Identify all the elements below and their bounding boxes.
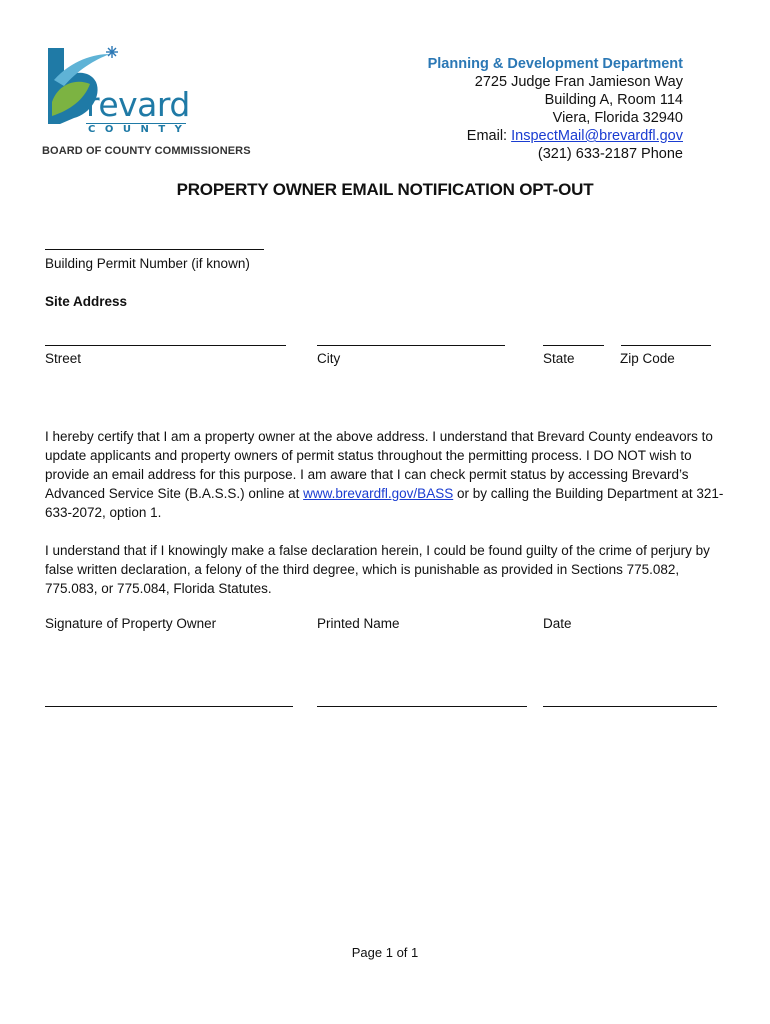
address-line-1: 2725 Judge Fran Jamieson Way — [474, 74, 683, 90]
certification-text: I hereby certify that I am a property owner at the above address. I understand that Brevard County endeavors to update applicants and property owners of permit status throughout the permitting process. I DO NOT wish to provide an email address for this purpose. I am aware that I can check permit status by accessing Brevard’s Advanced Service Site (B.A.S.S.) online at — [45, 429, 713, 501]
certification-paragraph — [45, 427, 730, 522]
page-number: Page 1 of 1 — [351, 945, 419, 960]
star-icon — [106, 46, 118, 58]
date-field[interactable] — [543, 706, 717, 707]
permit-number-field[interactable] — [45, 249, 264, 250]
site-address-heading: Site Address — [45, 294, 128, 309]
page-title: PROPERTY OWNER EMAIL NOTIFICATION OPT-OUT — [176, 180, 594, 199]
logo-county: COUNTY — [88, 124, 192, 135]
address-line-2: Building A, Room 114 — [544, 92, 683, 108]
signature-label: Signature of Property Owner — [45, 616, 217, 631]
brevard-county-logo — [38, 40, 198, 140]
city-label: City — [317, 351, 341, 366]
email-link[interactable]: InspectMail@brevardfl.gov — [511, 128, 683, 144]
printed-name-field[interactable] — [317, 706, 527, 707]
state-field[interactable] — [543, 345, 604, 346]
signature-field[interactable] — [45, 706, 293, 707]
printed-name-label: Printed Name — [317, 616, 400, 631]
street-field[interactable] — [45, 345, 286, 346]
contact-block — [428, 55, 683, 163]
certification-tail: or by calling the Building Department at 321-633-2072, option 1. — [45, 486, 724, 520]
address-line-3: Viera, Florida 32940 — [552, 110, 683, 126]
email-label: Email: — [466, 128, 508, 144]
zip-label: Zip Code — [620, 351, 675, 366]
phone-line: (321) 633-2187 Phone — [537, 146, 683, 162]
perjury-paragraph: I understand that if I knowingly make a false declaration herein, I could be found guilty of the crime of perjury by false written declaration, a felony of the third degree, which is punishable as provided in Sections 775.082, 775.083, or 775.084, Florida Statutes. — [45, 543, 710, 596]
street-label: Street — [45, 351, 82, 366]
city-field[interactable] — [317, 345, 505, 346]
state-label: State — [543, 351, 575, 366]
bass-link[interactable]: www.brevardfl.gov/BASS — [303, 486, 454, 501]
zip-field[interactable] — [621, 345, 711, 346]
board-name: BOARD OF COUNTY COMMISSIONERS — [42, 145, 251, 157]
department-name: Planning & Development Department — [427, 56, 683, 72]
email-line — [428, 127, 683, 145]
date-label: Date — [543, 616, 572, 631]
permit-number-label: Building Permit Number (if known) — [45, 256, 250, 271]
logo-wordmark: revard — [86, 85, 190, 124]
